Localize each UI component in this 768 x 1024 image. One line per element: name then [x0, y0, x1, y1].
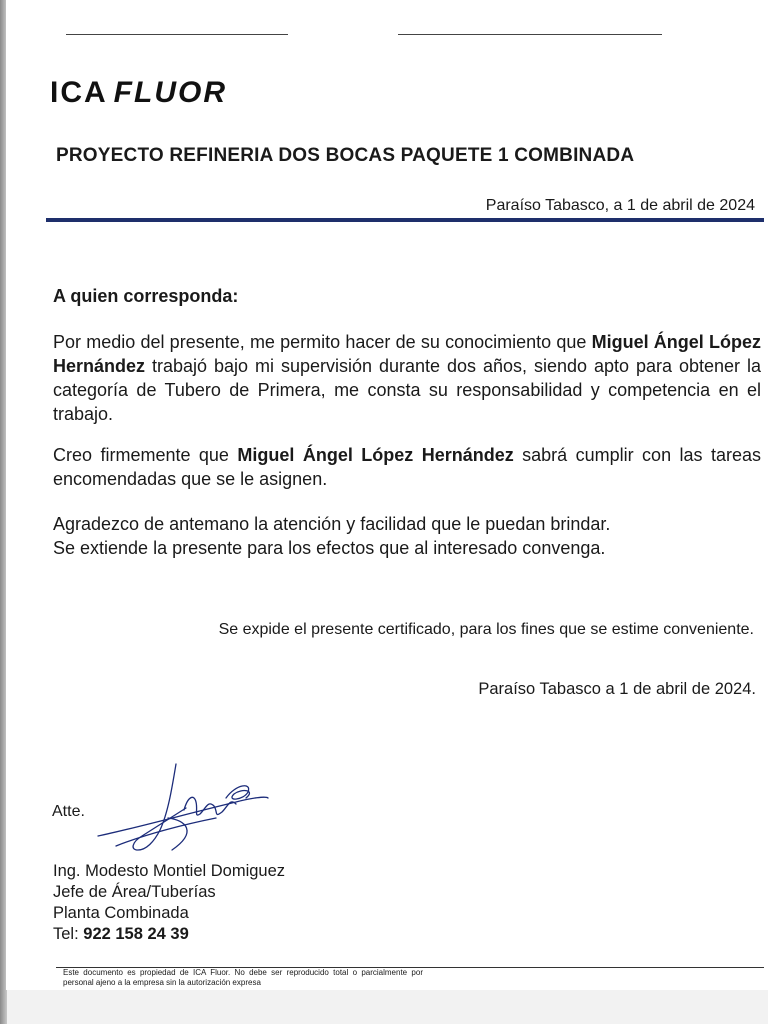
phone-label: Tel: [53, 925, 84, 943]
project-title: PROYECTO REFINERIA DOS BOCAS PAQUETE 1 COMBINADA [56, 145, 635, 166]
paragraph-1 [53, 330, 761, 426]
paragraph-2-name: Miguel Ángel López Hernández [237, 445, 514, 465]
paragraph-3-line-1: Agradezco de antemano la atención y facilidad que le puedan brindar. [53, 514, 611, 534]
paragraph-1-intro: Por medio del presente, me permito hacer de su conocimiento que [53, 332, 592, 352]
paragraph-1-body: trabajó bajo mi supervisión durante dos años, siendo apto para obtener la categoría de Tubero de Primera, me consta su responsabilidad y competencia en el trabajo. [53, 356, 761, 424]
paragraph-2-intro: Creo firmemente que [53, 445, 238, 465]
top-rule-right [398, 34, 662, 35]
paragraph-3 [53, 512, 761, 560]
paragraph-3-line-2: Se extiende la presente para los efectos que al interesado convenga. [53, 538, 606, 558]
certificate-line: Se expide el presente certificado, para los fines que se estime conveniente. [218, 621, 754, 638]
company-logo [50, 76, 227, 110]
letter-page [6, 0, 768, 990]
signer-position: Jefe de Área/Tuberías [53, 883, 216, 901]
signer-department: Planta Combinada [53, 904, 189, 922]
paragraph-2-body: sabrá cumplir con las tareas encomendadas que se le asignen. [53, 445, 761, 489]
header-divider [46, 218, 764, 222]
closing-text: Atte. [52, 803, 85, 820]
signer-name: Ing. Modesto Montiel Domiguez [53, 862, 286, 880]
handwritten-signature [76, 758, 276, 858]
logo-fluor: FLUOR [113, 76, 227, 109]
footer-disclaimer: Este documento es propiedad de ICA Fluor. No debe ser reproducido total o parcialmente por personal ajeno a la empresa sin la autorización expresa [63, 968, 423, 987]
closing-date: Paraíso Tabasco a 1 de abril de 2024. [478, 680, 756, 698]
header-date: Paraíso Tabasco, a 1 de abril de 2024 [485, 197, 755, 214]
paragraph-1-name: Miguel Ángel López Hernández [53, 332, 762, 376]
paragraph-2 [53, 443, 761, 491]
top-rule-left [66, 34, 288, 35]
logo-ica: ICA [50, 76, 108, 109]
signer-phone-line [53, 924, 285, 945]
signer-block [53, 861, 285, 945]
phone-number: 922 158 24 39 [83, 925, 189, 943]
salutation: A quien corresponda: [53, 286, 239, 306]
